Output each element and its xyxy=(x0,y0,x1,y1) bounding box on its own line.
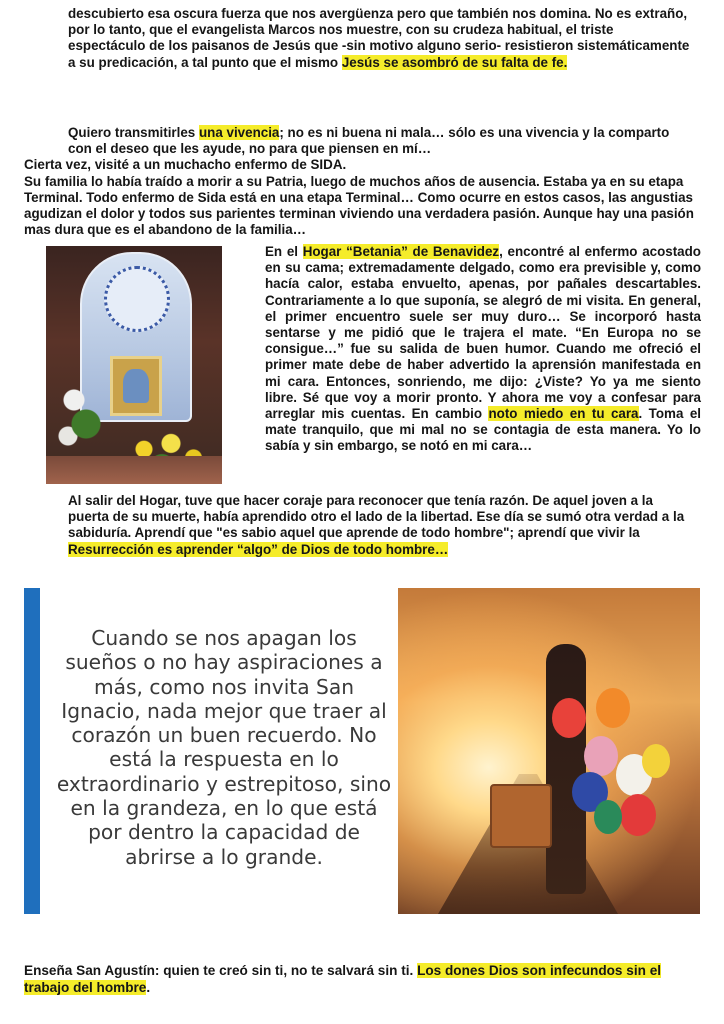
highlight-miedo: noto miedo en tu cara xyxy=(488,406,639,422)
highlight-vivencia: una vivencia xyxy=(198,125,280,140)
girl-silhouette xyxy=(546,644,586,894)
vivencia-intro xyxy=(24,125,694,157)
hogar-middle: , encontré al enfermo acostado en su cama; extremadamente delgado, como era previsible y, como hacía calor, estaba envuelto, apenas, por pañales descartables. Contrariamente a lo que suponía, se alegró de mi visita. En general, el primer encuentro suele ser muy duro… Se incorporó hasta sentarse y me pidió que le trajera el mate. “En Europa no se consigue…” fue su salida de buen humor. Cuando me ofreció el primer mate debe de haber advertido la aprensión manifestada en mi cara. Entonces, sonriendo, me dijo: ¿Viste? Yo ya me siento libre. Sé que voy a morir pronto. Y ahora me voy a confesar para arreglar mis cuentas. En cambio xyxy=(265,244,701,422)
agustin-before: Enseña San Agustín: quien te creó sin ti, no te salvará sin ti. xyxy=(24,963,418,978)
virgin-image-frame xyxy=(110,356,162,416)
paragraph-intro-text: descubierto esa oscura fuerza que nos avergüenza pero que también nos domina. No es extraño, por lo tanto, que el evangelista Marcos nos muestre, con su crudeza habitual, el triste espectáculo de los paisanos de Jesús que -sin motivo alguno serio- resistieron sistemáticamente a su predicación, a tal punto que el mismo xyxy=(68,6,690,70)
balloon-red xyxy=(552,698,586,738)
balloon-red-2 xyxy=(620,794,656,836)
hogar-after: . Toma el mate tranquilo, que mi mal no se contagia de esta manera. Yo lo sabía y sin embargo, se notó en mi cara… xyxy=(265,406,702,454)
vivencia-line2: Cierta vez, visité a un muchacho enfermo de SIDA. xyxy=(24,157,347,173)
highlight-resurreccion: Resurrección es aprender “algo” de Dios de todo hombre… xyxy=(68,541,449,557)
banner-medallion xyxy=(104,266,170,332)
paragraph-vivencia xyxy=(24,125,694,238)
highlight-dones: Los dones Dios son infecundos sin el trabajo del hombre xyxy=(24,963,662,995)
girl-balloons-image xyxy=(398,588,700,914)
paragraph-hogar xyxy=(265,244,701,455)
quote-text: Cuando se nos apagan los sueños o no hay aspiraciones a más, como nos invita San Ignacio, nada mejor que traer al corazón un buen recuerdo. No está la respuesta en lo extraordinario y estrepitoso, sino en la grandeza, en lo que está por dentro la capacidad de abrirse a lo grande. xyxy=(56,626,392,869)
balloon-orange xyxy=(596,688,630,728)
shrine-photo xyxy=(46,246,222,484)
hogar-before: En el xyxy=(265,244,303,259)
floor xyxy=(46,456,222,484)
highlight-hogar-betania: Hogar “Betania” de Benavidez xyxy=(302,244,500,259)
quote-accent-bar xyxy=(24,588,40,914)
paragraph-intro xyxy=(68,6,694,71)
highlight-asombro: Jesús se asombró de su falta de fe. xyxy=(341,54,568,70)
resurreccion-before: Al salir del Hogar, tuve que hacer coraje para reconocer que tenía razón. De aquel joven a la puerta de su muerte, había aprendido otro el lado de la libertad. Ese día se sumó otra verdad a la sabiduría. Aprendí que "es sabio aquel que aprende de todo hombre"; aprendí que vivir la xyxy=(68,493,685,541)
white-flowers xyxy=(50,376,110,456)
suitcase xyxy=(490,784,552,848)
balloon-green xyxy=(594,800,622,834)
balloon-pink xyxy=(584,736,618,776)
paragraph-resurreccion xyxy=(68,493,694,558)
vivencia-line3: Su familia lo había traído a morir a su Patria, luego de muchos años de ausencia. Estaba ya en su etapa Terminal. Todo enfermo de Sida está en una etapa Terminal… Como ocurre en estos casos, las angustias agudizan el dolor y todos sus parientes terminan viviendo una verdadera pasión. Aunque hay una pasión mas dura que es el abandono de la familia… xyxy=(24,173,694,238)
balloon-yellow xyxy=(642,744,670,778)
vivencia-after: ; no es ni buena ni mala… sólo es una vivencia y la comparto con el deseo que les ayude, no para que piensen en mí… xyxy=(68,125,670,157)
vivencia-before: Quiero transmitirles xyxy=(68,125,199,140)
paragraph-agustin xyxy=(24,962,700,996)
agustin-after: . xyxy=(146,980,151,995)
